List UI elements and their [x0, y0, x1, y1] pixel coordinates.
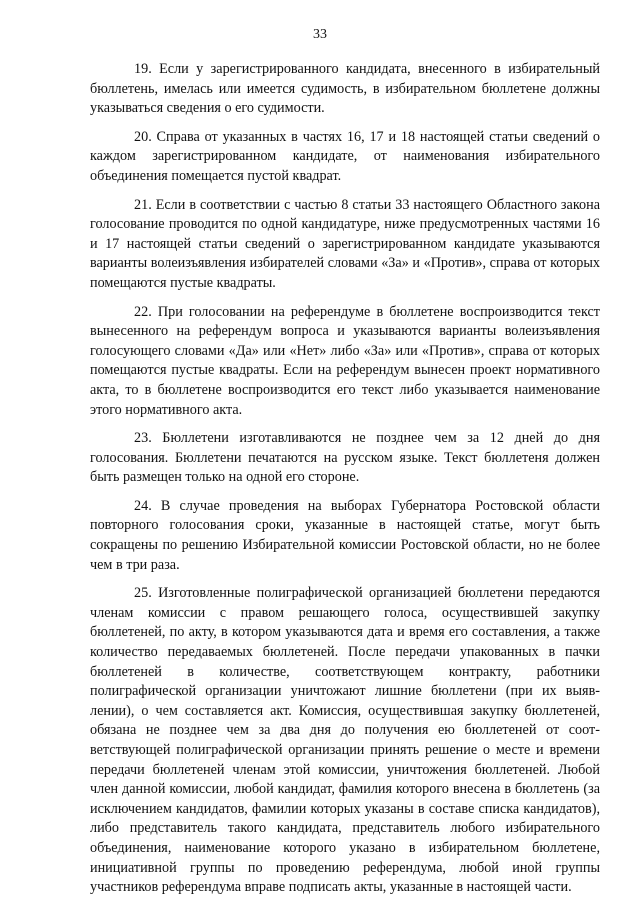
paragraph-22: 22. При голосовании на референдуме в бюллетене воспроизводится текст вынесенного на референдум вопроса и указываются варианты волеизъявления голосующего словами «Да» или «Нет» либо «За» или «Против», справа от которых помещаются пустые квадраты. Если на референдум вынесен проект нормативного акта, то в бюллетене воспроизводится его текст либо указывается наименование этого нормативного акта.: [90, 303, 600, 418]
paragraph-19: 19. Если у зарегистрированного кандидата, внесенного в избирательный бюллетень, имелась или имеется судимость, в избирательном бюллетене должны указываться сведения о его судимости.: [90, 61, 600, 117]
paragraph-23: 23. Бюллетени изготавливаются не позднее чем за 12 дней до дня голосования. Бюллетени печатаются на русском языке. Текст бюллетеня должен быть размещен только на одной его стороне.: [90, 430, 600, 486]
paragraph-24: 24. В случае проведения на выборах Губернатора Ростовской области повторного голосования сроки, указанные в настоящей статье, могут быть сокращены по решению Избирательной комиссии Ростовской области, но не более чем в три раза.: [90, 497, 600, 573]
page-number: 33: [313, 27, 327, 42]
paragraph-20: 20. Справа от указанных в частях 16, 17 и 18 настоящей статьи сведений о каждом зарегистрированном кандидате, от наименования избирательного объединения помещается пустой квадрат.: [90, 128, 600, 184]
paragraph-21: 21. Если в соответствии с частью 8 статьи 33 настоящего Областного закона голосование проводится по одной кандидатуре, ниже предусмотренных частями 16 и 17 настоящей статьи сведений о зарегистрированном кандидате указываются варианты волеизъявления избирателей словами «За» и «Против», справа от которых помещаются пустые квадраты.: [90, 196, 600, 291]
paragraph-25: 25. Изготовленные полиграфической организацией бюллетени передаются членам комиссии с правом решающего голоса, осуществившей закупку бюллетеней, по акту, в котором указываются дата и время его составления, а также количество передаваемых бюллетеней. После передачи упакованных в пачки бюллетеней в количестве, соответствующем контракту, работники полиграфической организации уничтожают лишние бюллетени (при их выявлении), о чем составляется акт. Комиссия, осуществившая закупку бюллетеней, обязана не позднее чем за два дня до получения ею бюллетеней от соответствующей полиграфической организации принять решение о месте и времени передачи бюллетеней членам этой комиссии, уничтожения бюллетеней. Любой член данной комиссии, любой кандидат, фамилия которого внесена в бюллетень (за исключением кандидатов, фамилии которых указаны в составе списка кандидатов), либо представитель такого кандидата, представитель любого избирательного объединения, наименование которого указано в избирательном бюллетене, инициативной группы по проведению референдума, любой иной группы участников референдума вправе подписать акты, указанные в настоящей части.: [90, 585, 600, 896]
document-body: [90, 60, 600, 907]
